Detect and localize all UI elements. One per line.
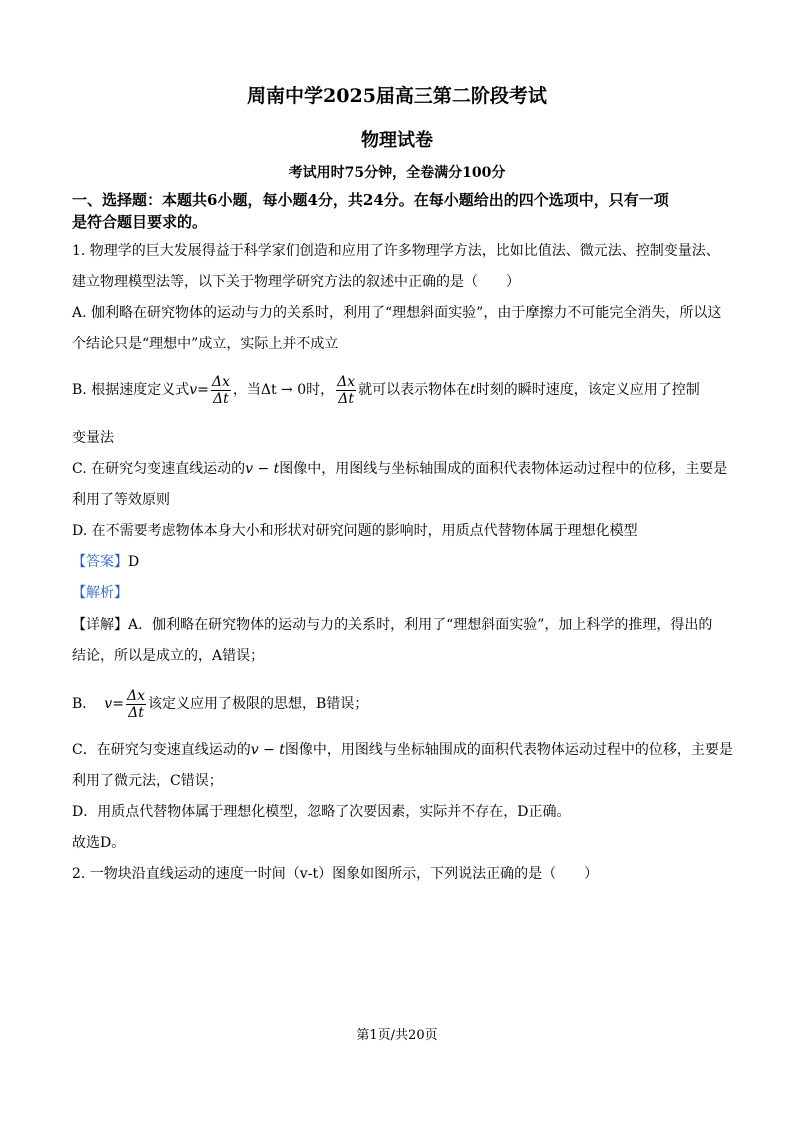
q1-option-d: D. 在不需要考虑物体本身大小和形状对研究问题的影响时，用质点代替物体属于理想化模型 (72, 523, 638, 539)
answer-tag: 【答案】 (72, 554, 128, 570)
q1-option-c-text1: C. 在研究匀变速直线运动的 (72, 461, 246, 477)
answer-value: D (128, 554, 140, 570)
velocity-fraction (211, 374, 231, 407)
velocity-symbol: v (104, 696, 113, 712)
q1-option-b-line1 (72, 372, 700, 408)
detail-d: D．用质点代替物体属于理想化模型，忽略了次要因素，实际并不存在，D正确。 (72, 804, 571, 820)
q1-stem-line1: 1. 物理学的巨大发展得益于科学家们创造和应用了许多物理学方法，比如比值法、微元法、控制变量法、 (72, 243, 720, 259)
exam-title: 周南中学2025届高三第二阶段考试 (247, 85, 547, 107)
detail-tag: 【详解】 (72, 617, 128, 633)
equals-sign: = (112, 696, 124, 712)
q1-option-a-line1: A. 伽利略在研究物体的运动与力的关系时，利用了“理想斜面实验”，由于摩擦力不可能完全消失，所以这 (72, 305, 722, 321)
q1-option-c-text2: 图像中，用图线与坐标轴围成的面积代表物体运动过程中的位移，主要是 (279, 461, 728, 477)
detail-c-text2: 图像中，用图线与坐标轴围成的面积代表物体运动过程中的位移，主要是 (284, 742, 733, 758)
vt-symbol: v − t (250, 742, 285, 758)
q1-option-b-text2: ，当 (232, 382, 261, 398)
detail-b (72, 686, 368, 722)
page-footer: 第1页/共20页 (356, 1028, 438, 1043)
fraction-denominator: Δt (128, 704, 144, 721)
fraction-numerator: Δx (126, 687, 145, 704)
section-heading-line1: 一、选择题：本题共6小题，每小题4分，共24分。在每小题给出的四个选项中，只有一项 (72, 191, 669, 209)
detail-a-line1 (72, 615, 712, 635)
conclusion: 故选D。 (72, 835, 126, 851)
q1-option-b-text4: 就可以表示物体在 (358, 382, 471, 398)
fraction-numerator: Δx (211, 373, 230, 390)
q2-stem: 2. 一物块沿直线运动的速度一时间（v-t）图象如图所示，下列说法正确的是（ ） (72, 866, 599, 882)
detail-b-text1: B． (72, 696, 97, 712)
q1-stem-line2: 建立物理模型法等，以下关于物理学研究方法的叙述中正确的是（ ） (72, 274, 520, 290)
fraction-denominator: Δt (338, 390, 355, 407)
q1-option-c-line2: 利用了等效原则 (72, 492, 170, 508)
q1-option-c-line1 (72, 459, 727, 479)
exam-info: 考试用时75分钟，全卷满分100分 (288, 165, 506, 181)
detail-c-line2: 利用了微元法，C错误； (72, 773, 223, 789)
q1-option-a-line2: 个结论只是“理想中”成立，实际上并不成立 (72, 336, 339, 352)
fraction-numerator: Δx (337, 373, 356, 390)
detail-a-line2: 结论，所以是成立的，A错误； (72, 648, 265, 664)
q1-option-b-text1: B. 根据速度定义式 (72, 382, 190, 398)
detail-c-text1: C．在研究匀变速直线运动的 (72, 742, 251, 758)
detail-c-line1 (72, 740, 733, 760)
limit-expression: Δt → 0 (260, 382, 307, 398)
section-heading-line2: 是符合题目要求的。 (72, 213, 208, 231)
equals-sign: = (197, 382, 209, 398)
ratio-fraction (336, 374, 356, 407)
answer-line (72, 552, 139, 572)
velocity-symbol: v (189, 382, 198, 398)
q1-option-b-line2: 变量法 (72, 430, 114, 446)
analysis-tag: 【解析】 (72, 585, 128, 601)
vt-symbol: v − t (245, 461, 280, 477)
subject-title: 物理试卷 (361, 130, 433, 151)
detail-a-text: A．伽利略在研究物体的运动与力的关系时，利用了“理想斜面实验”，加上科学的推理，得出的 (128, 617, 713, 633)
fraction-denominator: Δt (212, 390, 229, 407)
time-symbol: t (470, 382, 476, 398)
q1-option-b-text3: 时， (306, 382, 335, 398)
detail-b-text2: 该定义应用了极限的思想，B错误； (147, 696, 369, 712)
q1-option-b-text5: 时刻的瞬时速度，该定义应用了控制 (475, 382, 700, 398)
velocity-fraction (126, 688, 146, 721)
